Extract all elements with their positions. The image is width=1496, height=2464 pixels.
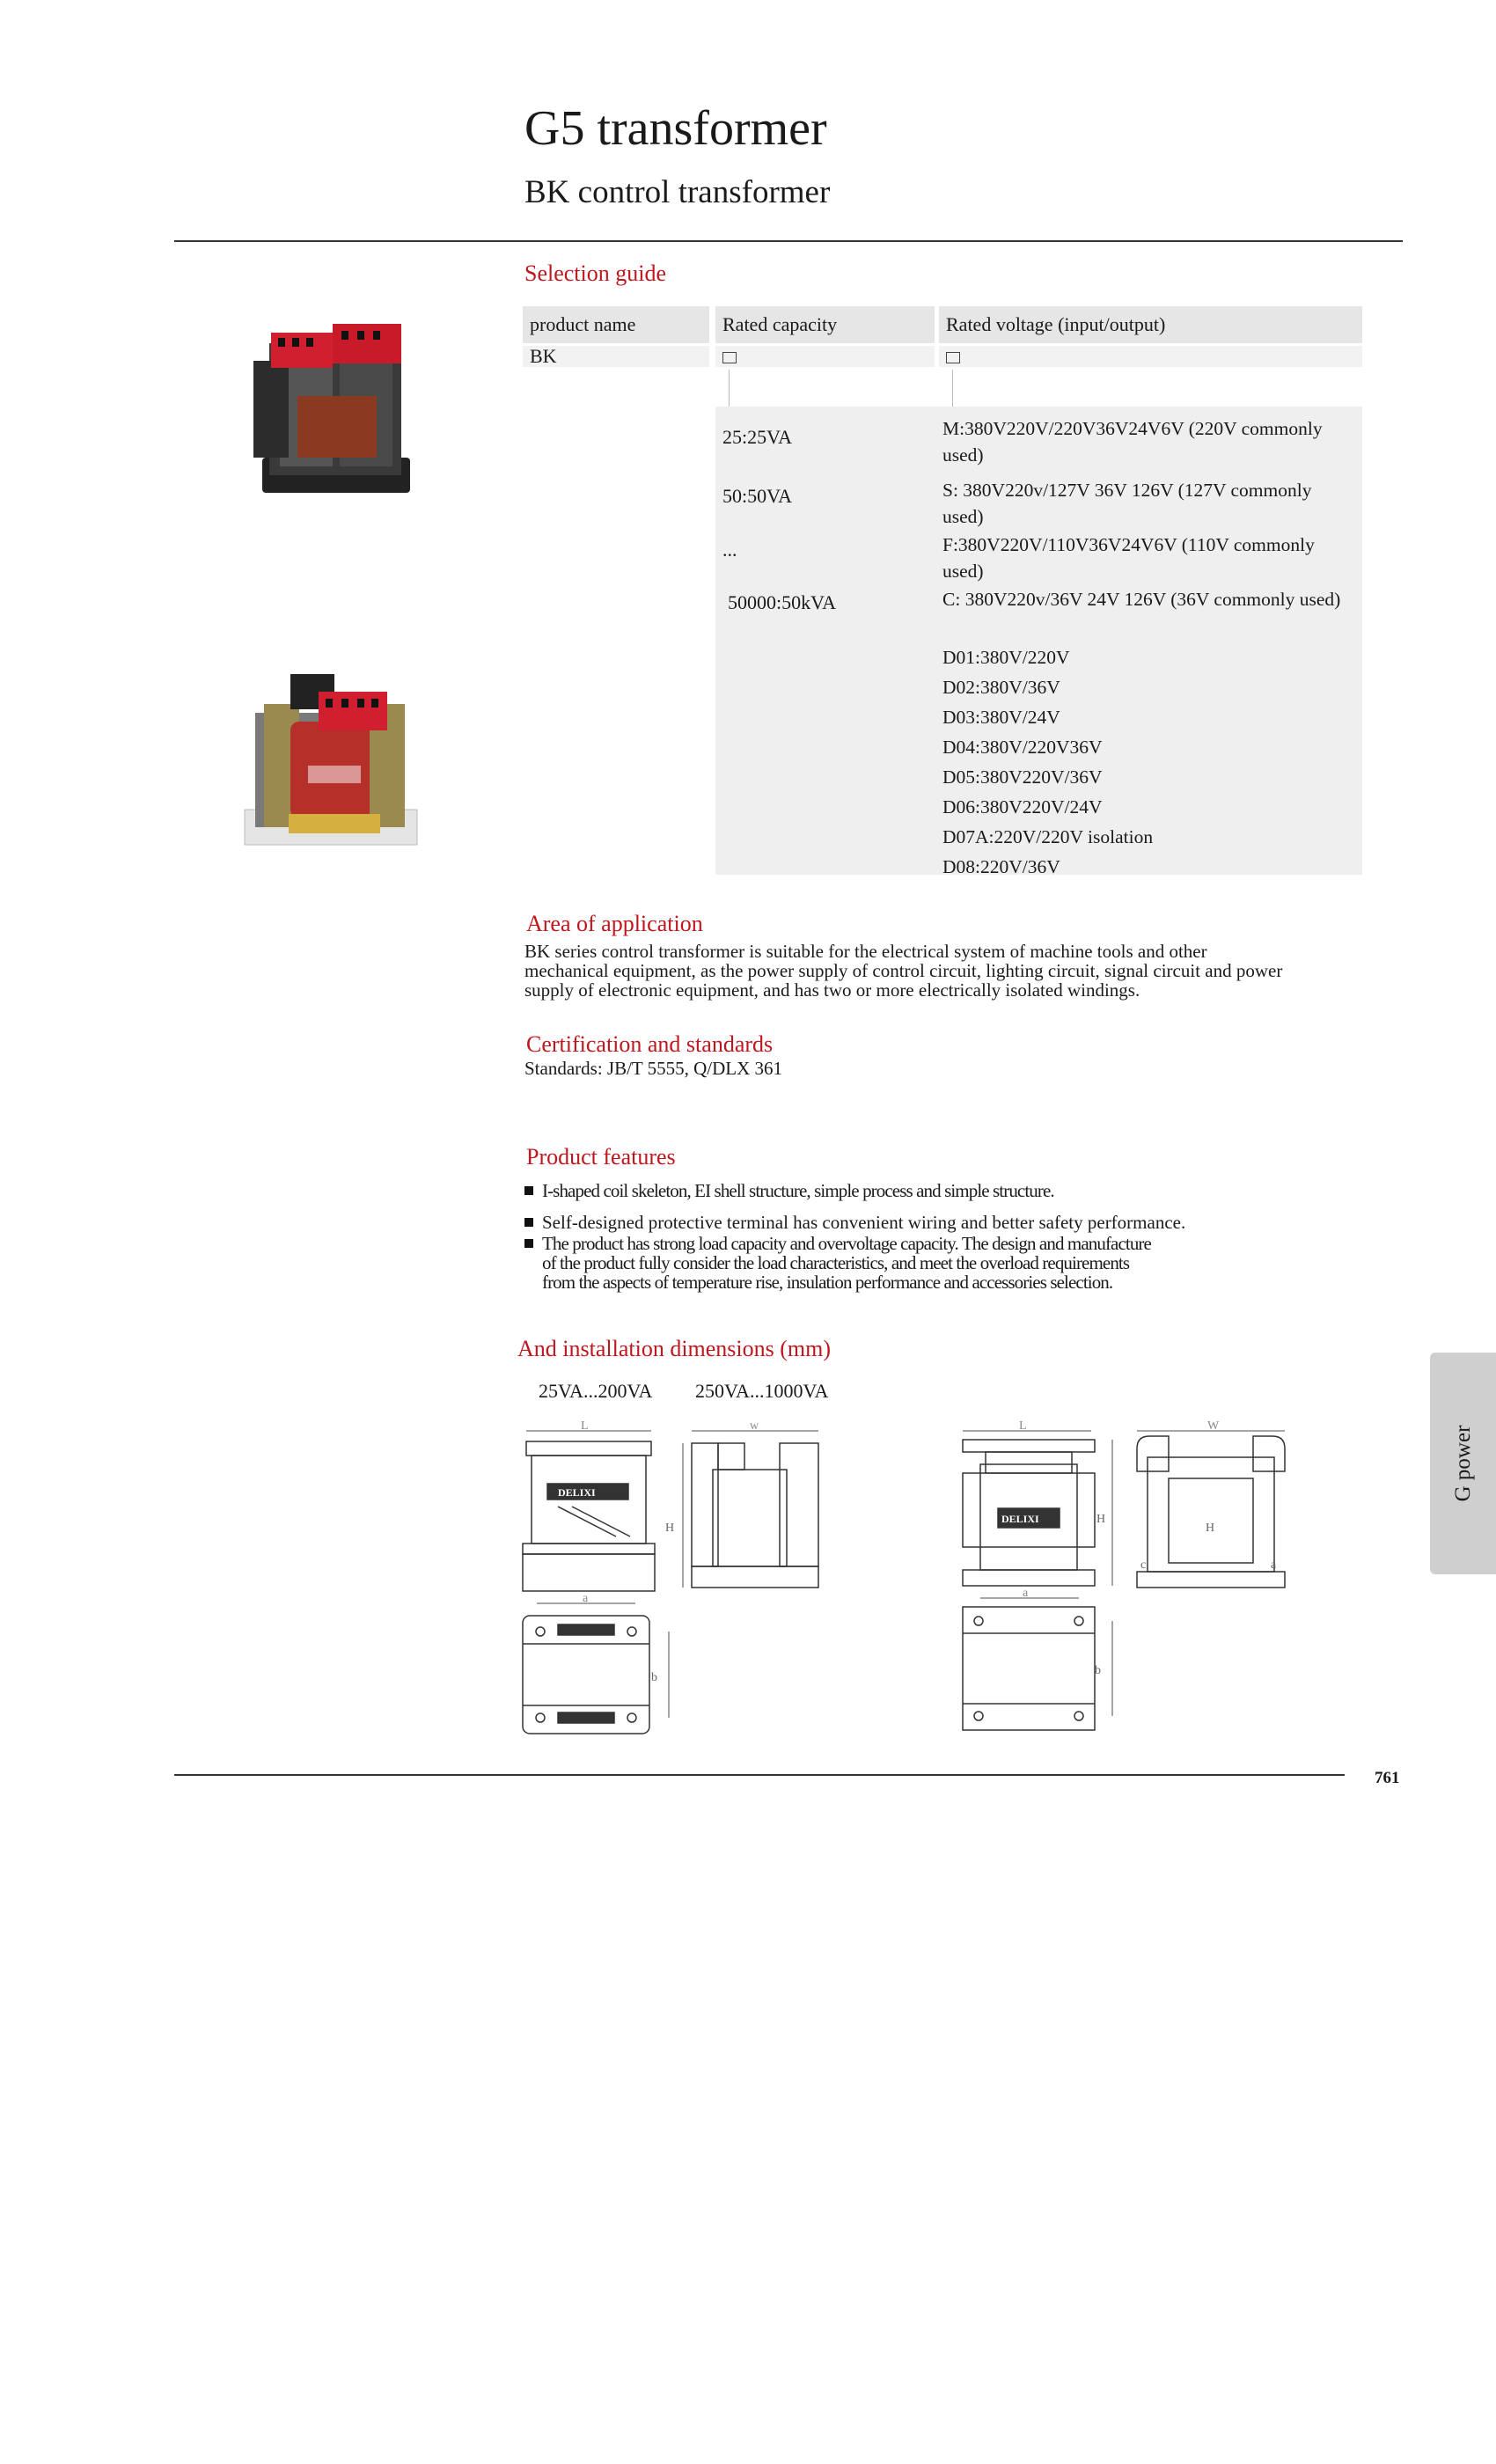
transformer-photo-small [245, 308, 421, 510]
connector-line [729, 370, 730, 407]
text-line: mechanical equipment, as the power supply of control circuit, lighting circuit, signal circuit and power [524, 960, 1283, 981]
svg-text:L: L [1019, 1419, 1027, 1433]
bullet-icon [524, 1239, 533, 1248]
page-subtitle: BK control transformer [524, 174, 831, 210]
selection-table [523, 306, 1362, 875]
table-cell-product: BK [523, 346, 709, 367]
page-title: G5 transformer [524, 101, 827, 156]
voltage-option: D02:380V/36V [942, 677, 1060, 698]
capacity-option: 25:25VA [722, 426, 793, 448]
connector-line [952, 370, 953, 407]
svg-text:b: b [1095, 1664, 1101, 1677]
section-heading-features: Product features [526, 1144, 676, 1170]
top-divider [174, 240, 1403, 242]
svg-text:L: L [581, 1419, 589, 1433]
application-text [524, 942, 1352, 1000]
voltage-option: D06:380V220V/24V [942, 796, 1103, 818]
svg-text:w: w [750, 1419, 759, 1433]
section-heading-dimensions: And installation dimensions (mm) [517, 1336, 832, 1361]
table-cell-capacity-code [715, 346, 935, 367]
voltage-option: S: 380V220v/127V 36V 126V (127V commonly used) [942, 480, 1312, 527]
voltage-option: F:380V220V/110V36V24V6V (110V commonly used) [942, 534, 1315, 582]
text-line: supply of electronic equipment, and has two or more electrically isolated windings. [524, 979, 1140, 1001]
bullet-icon [524, 1218, 533, 1227]
svg-text:H: H [665, 1522, 675, 1535]
svg-text:H: H [1206, 1522, 1215, 1535]
capacity-option: 50:50VA [722, 485, 793, 507]
table-cell-voltage-code [939, 346, 1362, 367]
capacity-option: ... [722, 539, 737, 561]
svg-text:DELIXI: DELIXI [558, 1486, 596, 1499]
feature-item: Self-designed protective terminal has convenient wiring and better safety performance. [524, 1213, 1316, 1232]
options-panel [715, 407, 1362, 875]
svg-text:c: c [1140, 1558, 1147, 1572]
feature-item: I-shaped coil skeleton, EI shell structure, simple process and simple structure. [524, 1181, 1316, 1200]
voltage-option: D03:380V/24V [942, 707, 1060, 728]
voltage-option: D07A:220V/220V isolation [942, 826, 1154, 847]
svg-text:b: b [651, 1671, 657, 1684]
column-header-capacity: Rated capacity [715, 306, 935, 343]
voltage-option: C: 380V220v/36V 24V 126V (36V commonly used) [942, 589, 1341, 610]
side-tab[interactable] [1430, 1353, 1496, 1574]
page-number: 761 [1375, 1769, 1400, 1787]
voltage-option: D01:380V/220V [942, 647, 1070, 668]
text-line: BK series control transformer is suitable for the electrical system of machine tools and other [524, 941, 1207, 962]
feature-item: The product has strong load capacity and overvoltage capacity. The design and manufacture of the product fully consider the load characteristics, and meet the overload requirements from the aspects of temperature rise, insulation performance and accessories selection. [524, 1234, 1316, 1292]
range-label-small: 25VA...200VA [539, 1380, 653, 1402]
section-heading-certification: Certification and standards [526, 1031, 774, 1057]
voltage-option: D04:380V/220V36V [942, 737, 1103, 758]
bottom-divider [174, 1774, 1345, 1776]
code-box-icon [722, 352, 737, 363]
range-label-large: 250VA...1000VA [695, 1380, 829, 1402]
side-tab-label: G power [1450, 1425, 1475, 1502]
svg-text:DELIXI: DELIXI [1001, 1513, 1039, 1525]
voltage-option: D08:220V/36V [942, 856, 1060, 877]
bullet-icon [524, 1186, 533, 1195]
svg-text:a: a [583, 1592, 589, 1605]
capacity-option: 50000:50kVA [728, 591, 837, 613]
column-header-product: product name [523, 306, 709, 343]
section-heading-application: Area of application [526, 911, 703, 936]
svg-text:a: a [1023, 1587, 1029, 1600]
dimension-drawing-large [959, 1417, 1294, 1742]
section-heading-selection: Selection guide [524, 260, 667, 286]
svg-text:W: W [1207, 1419, 1220, 1433]
certification-text: Standards: JB/T 5555, Q/DLX 361 [524, 1058, 783, 1079]
voltage-option: D05:380V220V/36V [942, 766, 1103, 788]
voltage-option: M:380V220V/220V36V24V6V (220V commonly used) [942, 418, 1323, 466]
dimension-drawing-small [519, 1417, 836, 1742]
transformer-photo-large [238, 669, 424, 862]
column-header-voltage: Rated voltage (input/output) [939, 306, 1362, 343]
code-box-icon [946, 352, 960, 363]
svg-text:a: a [1271, 1558, 1277, 1572]
svg-text:H: H [1096, 1513, 1106, 1526]
